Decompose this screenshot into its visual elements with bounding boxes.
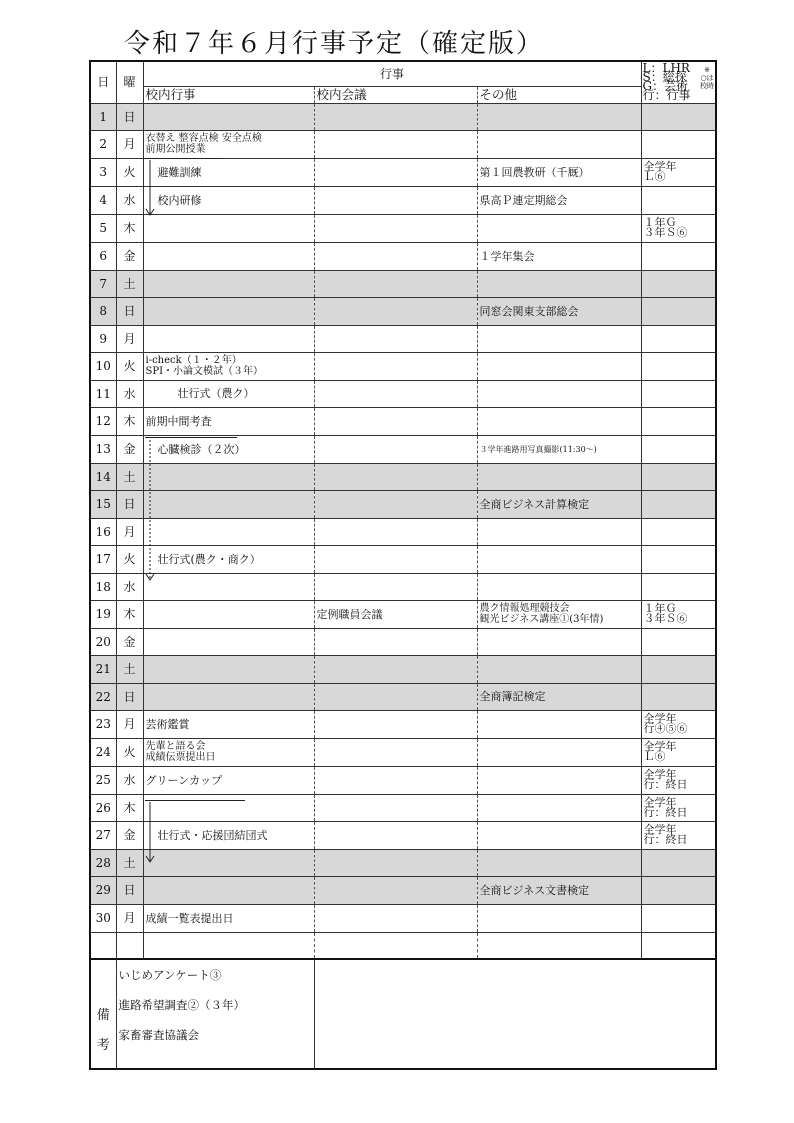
day-cell: 27 xyxy=(90,821,116,849)
school-event-cell: 壮行式(農ク・商ク） xyxy=(143,545,314,573)
other-cell xyxy=(477,380,641,407)
meeting-cell xyxy=(314,738,477,766)
other-cell xyxy=(477,628,641,655)
event-span-bar xyxy=(145,437,237,438)
day-cell: 28 xyxy=(90,849,116,876)
weekday-cell: 金 xyxy=(116,821,143,849)
day-cell: 21 xyxy=(90,655,116,683)
meeting-cell xyxy=(314,628,477,655)
meeting-cell xyxy=(314,352,477,380)
meeting-cell xyxy=(314,130,477,158)
school-event-cell: 成績一覧表提出日 xyxy=(143,904,314,932)
other-cell xyxy=(477,545,641,573)
note-cell xyxy=(641,352,716,380)
day-cell: 29 xyxy=(90,876,116,904)
meeting-cell xyxy=(314,683,477,710)
day-cell: 7 xyxy=(90,270,116,297)
school-event-cell: 避難訓練 xyxy=(143,158,314,186)
note-cell: 全学年 Ｌ⑥ xyxy=(641,158,716,186)
school-event-cell xyxy=(143,932,314,959)
note-cell xyxy=(641,683,716,710)
school-event-cell xyxy=(143,518,314,545)
notes-item: いじめアンケート③ xyxy=(118,968,222,982)
weekday-cell: 火 xyxy=(116,352,143,380)
weekday-cell: 木 xyxy=(116,794,143,821)
day-row xyxy=(90,518,716,545)
weekday-cell: 水 xyxy=(116,380,143,407)
school-event-cell xyxy=(143,325,314,352)
day-cell: 6 xyxy=(90,242,116,270)
day-row xyxy=(90,904,716,932)
note-cell xyxy=(641,628,716,655)
day-cell: 26 xyxy=(90,794,116,821)
meeting-cell xyxy=(314,214,477,242)
other-cell xyxy=(477,352,641,380)
meeting-cell xyxy=(314,932,477,959)
header-weekday: 曜 xyxy=(116,61,143,103)
day-row xyxy=(90,821,716,849)
other-cell xyxy=(477,103,641,130)
meeting-cell xyxy=(314,710,477,738)
school-event-cell: 壮行式・応援団結団式 xyxy=(143,821,314,849)
day-row xyxy=(90,738,716,766)
meeting-cell: 定例職員会議 xyxy=(314,600,477,628)
other-cell: ３学年進路用写真撮影(11:30～) xyxy=(477,435,641,463)
school-event-cell xyxy=(143,573,314,600)
meeting-cell xyxy=(314,380,477,407)
weekday-cell xyxy=(116,932,143,959)
day-row xyxy=(90,573,716,600)
day-row xyxy=(90,876,716,904)
schedule-table xyxy=(89,60,717,1070)
note-cell xyxy=(641,490,716,518)
note-cell: 全学年 行：終日 xyxy=(641,821,716,849)
day-cell: 23 xyxy=(90,710,116,738)
day-row xyxy=(90,380,716,407)
weekday-cell: 土 xyxy=(116,270,143,297)
other-cell: 第１回農教研（千厩） xyxy=(477,158,641,186)
weekday-cell: 金 xyxy=(116,628,143,655)
weekday-cell: 金 xyxy=(116,435,143,463)
note-cell xyxy=(641,380,716,407)
notes-item: 家畜審査協議会 xyxy=(118,1028,199,1042)
day-cell: 1 xyxy=(90,103,116,130)
other-cell: 全商ビジネス計算検定 xyxy=(477,490,641,518)
other-cell: 同窓会関東支部総会 xyxy=(477,297,641,325)
header-legend xyxy=(641,61,716,103)
note-cell xyxy=(641,932,716,959)
note-cell: 全学年 行：終日 xyxy=(641,794,716,821)
day-cell: 5 xyxy=(90,214,116,242)
header-day: 日 xyxy=(90,61,116,103)
meeting-cell xyxy=(314,545,477,573)
note-cell xyxy=(641,130,716,158)
other-cell xyxy=(477,904,641,932)
weekday-cell: 火 xyxy=(116,158,143,186)
school-event-cell xyxy=(143,600,314,628)
day-cell: 10 xyxy=(90,352,116,380)
day-cell: 13 xyxy=(90,435,116,463)
weekday-cell: 水 xyxy=(116,766,143,794)
other-cell xyxy=(477,518,641,545)
school-event-cell xyxy=(143,849,314,876)
day-cell: 24 xyxy=(90,738,116,766)
other-cell: １学年集会 xyxy=(477,242,641,270)
notes-blank xyxy=(314,959,716,1069)
meeting-cell xyxy=(314,518,477,545)
weekday-cell: 月 xyxy=(116,904,143,932)
meeting-cell xyxy=(314,297,477,325)
day-cell: 25 xyxy=(90,766,116,794)
weekday-cell: 金 xyxy=(116,242,143,270)
other-cell xyxy=(477,821,641,849)
header-meetings: 校内会議 xyxy=(314,86,477,103)
meeting-cell xyxy=(314,242,477,270)
other-cell xyxy=(477,766,641,794)
school-event-cell xyxy=(143,297,314,325)
note-cell: １年Ｇ ３年Ｓ⑥ xyxy=(641,214,716,242)
day-row xyxy=(90,158,716,186)
school-event-cell: i-check（１・２年） SPI・小論文模試（３年） xyxy=(143,352,314,380)
note-cell xyxy=(641,518,716,545)
meeting-cell xyxy=(314,821,477,849)
school-event-cell xyxy=(143,242,314,270)
day-row xyxy=(90,352,716,380)
note-cell xyxy=(641,573,716,600)
meeting-cell xyxy=(314,849,477,876)
event-span-bar xyxy=(145,800,245,801)
header-other: その他 xyxy=(477,86,641,103)
school-event-cell: 校内研修 xyxy=(143,186,314,214)
day-row xyxy=(90,325,716,352)
notes-label-2: 考 xyxy=(96,1038,110,1053)
legend-text: L：LHR S：総探 G：芸術 行：行事 xyxy=(642,61,691,103)
day-cell: 16 xyxy=(90,518,116,545)
meeting-cell xyxy=(314,103,477,130)
school-event-cell xyxy=(143,270,314,297)
weekday-cell: 日 xyxy=(116,297,143,325)
day-row xyxy=(90,490,716,518)
meeting-cell xyxy=(314,904,477,932)
note-cell xyxy=(641,904,716,932)
note-cell xyxy=(641,435,716,463)
other-cell xyxy=(477,710,641,738)
day-cell: 12 xyxy=(90,407,116,435)
other-cell xyxy=(477,849,641,876)
day-cell: 2 xyxy=(90,130,116,158)
note-cell xyxy=(641,103,716,130)
note-cell: １年Ｇ ３年Ｓ⑥ xyxy=(641,600,716,628)
day-row xyxy=(90,270,716,297)
other-cell: 農ク情報処理競技会 観光ビジネス講座①(3年情) xyxy=(477,600,641,628)
note-cell xyxy=(641,655,716,683)
weekday-cell: 月 xyxy=(116,130,143,158)
note-cell xyxy=(641,849,716,876)
note-cell xyxy=(641,325,716,352)
weekday-cell: 火 xyxy=(116,545,143,573)
meeting-cell xyxy=(314,655,477,683)
meeting-cell xyxy=(314,407,477,435)
other-cell xyxy=(477,325,641,352)
day-row xyxy=(90,242,716,270)
day-cell: 15 xyxy=(90,490,116,518)
day-row xyxy=(90,186,716,214)
notes-items xyxy=(116,959,314,1069)
school-event-cell xyxy=(143,628,314,655)
weekday-cell: 日 xyxy=(116,103,143,130)
other-cell xyxy=(477,130,641,158)
weekday-cell: 日 xyxy=(116,683,143,710)
note-cell xyxy=(641,545,716,573)
legend-note: ※ ○は 校時 xyxy=(700,66,714,90)
day-row xyxy=(90,103,716,130)
other-cell xyxy=(477,463,641,490)
note-cell xyxy=(641,407,716,435)
other-cell xyxy=(477,655,641,683)
meeting-cell xyxy=(314,766,477,794)
day-cell: 4 xyxy=(90,186,116,214)
day-row xyxy=(90,710,716,738)
notes-item: 進路希望調査②（３年） xyxy=(118,998,245,1012)
school-event-cell: 心臓検診（２次） xyxy=(143,435,314,463)
header-events: 行事 xyxy=(143,61,641,86)
day-cell: 14 xyxy=(90,463,116,490)
other-cell: 県高Ｐ連定期総会 xyxy=(477,186,641,214)
other-cell xyxy=(477,738,641,766)
note-cell: 全学年 行④⑤⑥ xyxy=(641,710,716,738)
school-event-cell: 前期中間考査 xyxy=(143,407,314,435)
weekday-cell: 月 xyxy=(116,710,143,738)
other-cell: 全商簿記検定 xyxy=(477,683,641,710)
school-event-cell: 先輩と語る会 成績伝票提出日 xyxy=(143,738,314,766)
note-cell xyxy=(641,876,716,904)
weekday-cell: 日 xyxy=(116,876,143,904)
weekday-cell: 日 xyxy=(116,490,143,518)
note-cell xyxy=(641,270,716,297)
other-cell xyxy=(477,214,641,242)
note-cell: 全学年 行：終日 xyxy=(641,766,716,794)
day-row xyxy=(90,545,716,573)
day-row xyxy=(90,600,716,628)
weekday-cell: 土 xyxy=(116,849,143,876)
header-school-events: 校内行事 xyxy=(143,86,314,103)
day-row xyxy=(90,407,716,435)
other-cell: 全商ビジネス文書検定 xyxy=(477,876,641,904)
day-cell: 20 xyxy=(90,628,116,655)
day-cell: 11 xyxy=(90,380,116,407)
weekday-cell: 土 xyxy=(116,463,143,490)
other-cell xyxy=(477,407,641,435)
day-cell: 17 xyxy=(90,545,116,573)
notes-label-1: 備 xyxy=(96,1008,110,1023)
note-cell xyxy=(641,297,716,325)
school-event-cell xyxy=(143,490,314,518)
meeting-cell xyxy=(314,876,477,904)
note-cell xyxy=(641,242,716,270)
event-span-bar xyxy=(145,158,220,159)
other-cell xyxy=(477,573,641,600)
note-cell xyxy=(641,186,716,214)
meeting-cell xyxy=(314,490,477,518)
other-cell xyxy=(477,270,641,297)
schedule-table-wrap xyxy=(89,60,715,1070)
weekday-cell: 木 xyxy=(116,600,143,628)
day-cell: 30 xyxy=(90,904,116,932)
day-row xyxy=(90,463,716,490)
day-row xyxy=(90,794,716,821)
day-row xyxy=(90,849,716,876)
meeting-cell xyxy=(314,325,477,352)
day-row xyxy=(90,130,716,158)
day-row xyxy=(90,655,716,683)
meeting-cell xyxy=(314,158,477,186)
school-event-cell xyxy=(143,876,314,904)
notes-label xyxy=(90,959,116,1069)
meeting-cell xyxy=(314,435,477,463)
school-event-cell xyxy=(143,103,314,130)
day-row xyxy=(90,932,716,959)
school-event-cell xyxy=(143,214,314,242)
day-cell: 8 xyxy=(90,297,116,325)
day-cell: 19 xyxy=(90,600,116,628)
school-event-cell: グリーンカップ xyxy=(143,766,314,794)
school-event-cell: 衣替え 整容点検 安全点検 前期公開授業 xyxy=(143,130,314,158)
school-event-cell xyxy=(143,683,314,710)
day-cell: 18 xyxy=(90,573,116,600)
day-cell xyxy=(90,932,116,959)
day-row xyxy=(90,435,716,463)
school-event-cell: 壮行式（農ク） xyxy=(143,380,314,407)
weekday-cell: 月 xyxy=(116,518,143,545)
school-event-cell xyxy=(143,794,314,821)
day-cell: 3 xyxy=(90,158,116,186)
day-row xyxy=(90,628,716,655)
weekday-cell: 水 xyxy=(116,573,143,600)
meeting-cell xyxy=(314,186,477,214)
day-row xyxy=(90,297,716,325)
other-cell xyxy=(477,794,641,821)
school-event-cell xyxy=(143,655,314,683)
school-event-cell xyxy=(143,463,314,490)
page-title: 令和７年６月行事予定（確定版） xyxy=(124,29,545,59)
day-row xyxy=(90,214,716,242)
weekday-cell: 火 xyxy=(116,738,143,766)
day-row xyxy=(90,766,716,794)
weekday-cell: 月 xyxy=(116,325,143,352)
weekday-cell: 土 xyxy=(116,655,143,683)
meeting-cell xyxy=(314,573,477,600)
weekday-cell: 木 xyxy=(116,214,143,242)
day-cell: 22 xyxy=(90,683,116,710)
meeting-cell xyxy=(314,463,477,490)
note-cell: 全学年 Ｌ⑥ xyxy=(641,738,716,766)
day-row xyxy=(90,683,716,710)
meeting-cell xyxy=(314,794,477,821)
weekday-cell: 水 xyxy=(116,186,143,214)
day-cell: 9 xyxy=(90,325,116,352)
note-cell xyxy=(641,463,716,490)
school-event-cell: 芸術鑑賞 xyxy=(143,710,314,738)
weekday-cell: 木 xyxy=(116,407,143,435)
other-cell xyxy=(477,932,641,959)
meeting-cell xyxy=(314,270,477,297)
